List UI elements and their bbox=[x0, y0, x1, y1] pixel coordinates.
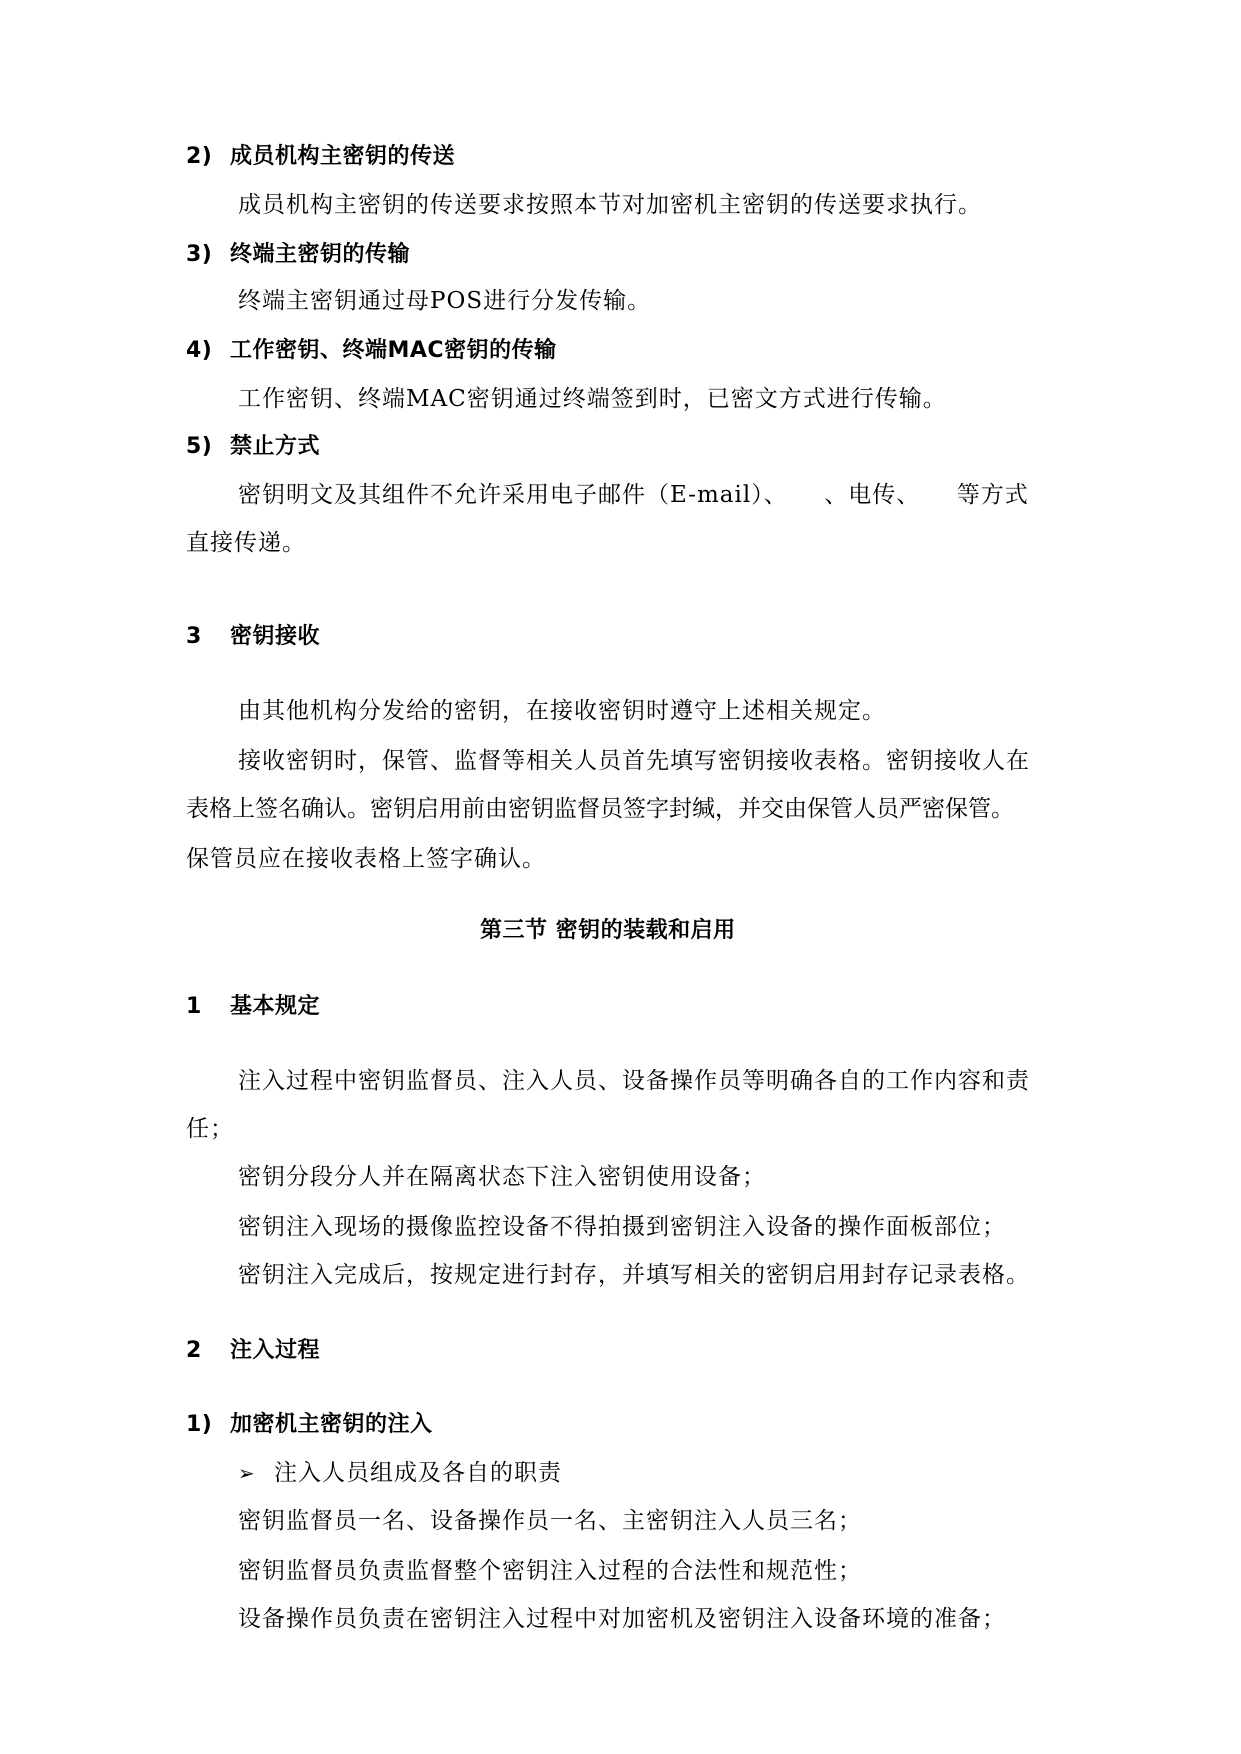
section-number: 2 bbox=[186, 1338, 202, 1363]
item-heading bbox=[186, 142, 586, 172]
item-title: 成员机构主密钥的传送 bbox=[230, 144, 456, 169]
bullet-item bbox=[238, 1458, 738, 1488]
bullet-text: 注入人员组成及各自的职责 bbox=[274, 1460, 562, 1486]
item-heading bbox=[186, 336, 686, 366]
item-number: 5) bbox=[186, 434, 213, 459]
paragraph-line: 密钥注入现场的摄像监控设备不得拍摄到密钥注入设备的操作面板部位； bbox=[238, 1214, 1006, 1240]
item-number: 4) bbox=[186, 338, 213, 363]
paragraph-line: 直接传递。 bbox=[186, 530, 306, 556]
paragraph-line: 密钥监督员负责监督整个密钥注入过程的合法性和规范性； bbox=[238, 1558, 862, 1584]
paragraph-line: 密钥明文及其组件不允许采用电子邮件（E-mail）、 、电传、 等方式 bbox=[238, 482, 1029, 508]
section-number: 3 bbox=[186, 624, 202, 649]
paragraph-line: 保管员应在接收表格上签字确认。 bbox=[186, 846, 546, 872]
item-heading bbox=[186, 1410, 586, 1440]
paragraph-line: 密钥监督员一名、设备操作员一名、主密钥注入人员三名； bbox=[238, 1508, 862, 1534]
paragraph-line: 工作密钥、终端MAC密钥通过终端签到时，已密文方式进行传输。 bbox=[238, 386, 947, 412]
item-number: 1) bbox=[186, 1412, 213, 1437]
arrow-bullet-icon: ➢ bbox=[238, 1461, 256, 1485]
section-heading-text: 注入过程 bbox=[230, 1338, 321, 1363]
item-number: 2) bbox=[186, 144, 213, 169]
paragraph-line: 表格上签名确认。密钥启用前由密钥监督员签字封缄，并交由保管人员严密保管。 bbox=[186, 796, 1014, 822]
section-heading bbox=[186, 992, 586, 1022]
item-number: 3) bbox=[186, 242, 213, 267]
section-number: 1 bbox=[186, 994, 202, 1019]
paragraph-line: 接收密钥时，保管、监督等相关人员首先填写密钥接收表格。密钥接收人在 bbox=[238, 748, 1030, 774]
chapter-section-title: 第三节 密钥的装载和启用 bbox=[480, 918, 736, 943]
paragraph-line: 由其他机构分发给的密钥，在接收密钥时遵守上述相关规定。 bbox=[238, 698, 886, 724]
section-heading-text: 基本规定 bbox=[230, 994, 321, 1019]
paragraph-line: 终端主密钥通过母POS进行分发传输。 bbox=[238, 288, 652, 314]
paragraph-line: 注入过程中密钥监督员、注入人员、设备操作员等明确各自的工作内容和责 bbox=[238, 1068, 1030, 1094]
item-title: 终端主密钥的传输 bbox=[230, 242, 411, 267]
item-title: 工作密钥、终端MAC密钥的传输 bbox=[230, 338, 557, 363]
paragraph-line: 成员机构主密钥的传送要求按照本节对加密机主密钥的传送要求执行。 bbox=[238, 192, 982, 218]
section-heading bbox=[186, 622, 586, 652]
paragraph-line: 任； bbox=[186, 1116, 234, 1142]
item-heading bbox=[186, 240, 586, 270]
section-heading-text: 密钥接收 bbox=[230, 624, 321, 649]
section-heading bbox=[186, 1336, 586, 1366]
item-title: 加密机主密钥的注入 bbox=[230, 1412, 433, 1437]
item-title: 禁止方式 bbox=[230, 434, 321, 459]
paragraph-line: 密钥注入完成后，按规定进行封存，并填写相关的密钥启用封存记录表格。 bbox=[238, 1262, 1030, 1288]
paragraph-line: 设备操作员负责在密钥注入过程中对加密机及密钥注入设备环境的准备； bbox=[238, 1606, 1006, 1632]
paragraph-line: 密钥分段分人并在隔离状态下注入密钥使用设备； bbox=[238, 1164, 766, 1190]
item-heading bbox=[186, 432, 586, 462]
